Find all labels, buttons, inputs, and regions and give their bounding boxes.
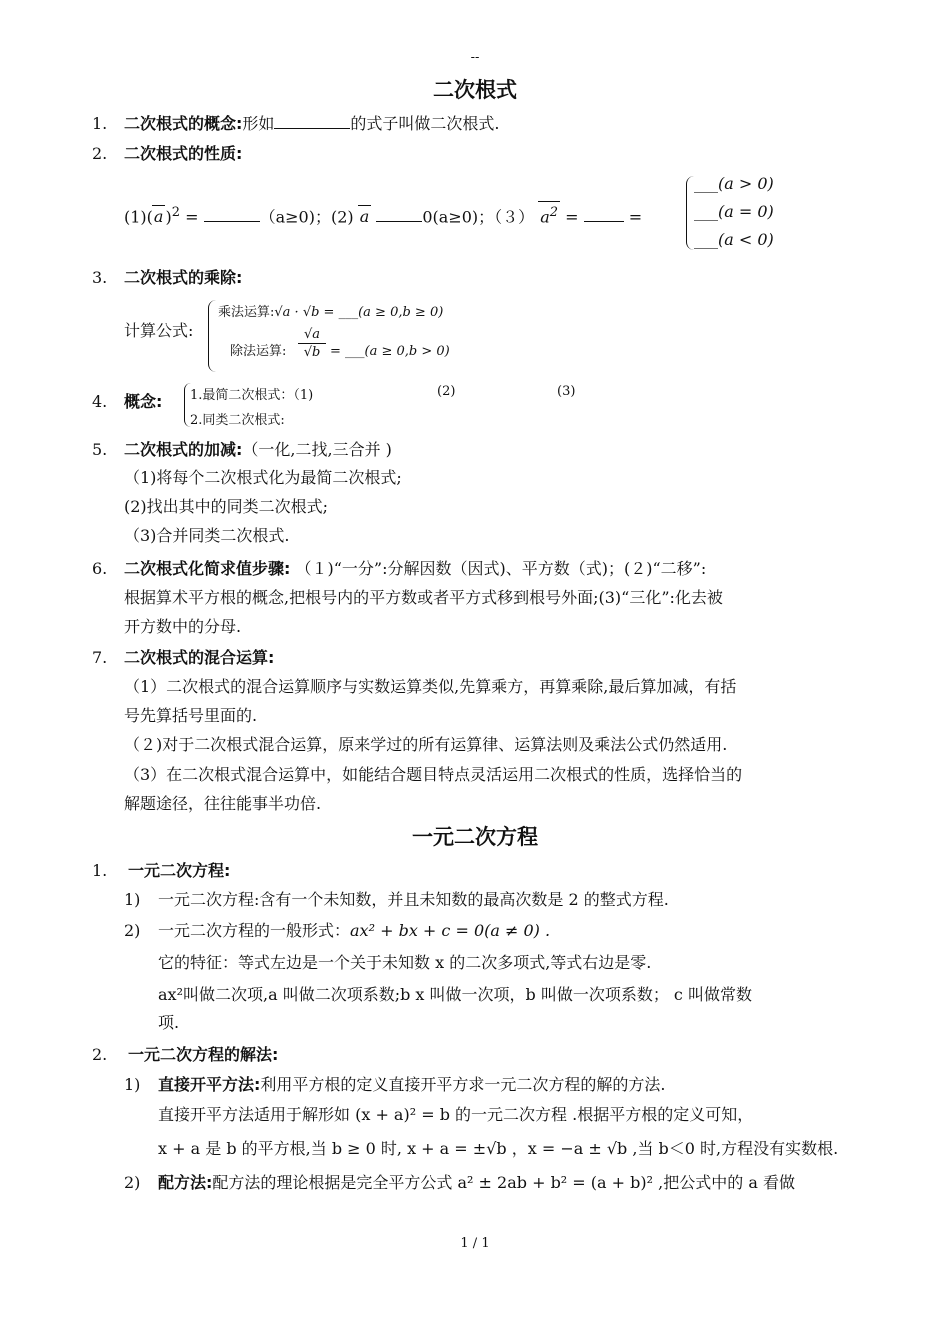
item-text: （一化,二找,三合并 ) xyxy=(242,440,392,459)
header-mark: -- xyxy=(470,50,480,65)
radical-a: a xyxy=(153,207,164,227)
item-number: 1. xyxy=(92,861,108,880)
concept-similar: 2.同类二次根式: xyxy=(190,413,285,428)
general-form-formula: ax² + bx + c = 0(a ≠ 0) . xyxy=(350,921,551,940)
concept-simplest: 1.最简二次根式：（1) xyxy=(190,388,314,403)
page-number: 1 / 1 xyxy=(460,1236,490,1251)
case-positive: ___(a > 0) xyxy=(694,174,774,193)
concept-blank-3: (3) xyxy=(557,384,576,399)
terms-text: ax²叫做二次项,a 叫做二次项系数;b x 叫做一次项，b 叫做一次项系数； c 叫做常数 xyxy=(158,985,752,1004)
definition-text: 一元二次方程:含有一个未知数，并且未知数的最高次数是 2 的整式方程. xyxy=(158,890,669,909)
formula-brace xyxy=(208,300,216,372)
method-direct xyxy=(158,1074,666,1096)
mixed-text: （1）二次根式的混合运算顺序与实数运算类似,先算乘方，再算乘除,最后算加减，有括 xyxy=(124,677,737,696)
item-number: 4. xyxy=(92,392,108,411)
case-negative: ___(a < 0) xyxy=(694,230,774,249)
item-text: （１)“一分”:分解因数（因式)、平方数（式)；(２)“二移”: xyxy=(295,559,707,578)
item-simplify xyxy=(124,558,706,580)
radical-a-squared: $a^2$ xyxy=(538,201,560,228)
rule-label: 除法运算: xyxy=(230,344,287,359)
multiplication-rule xyxy=(218,302,443,324)
case-zero: ___(a = 0) xyxy=(694,202,774,221)
method-label: 直接开平方法: xyxy=(158,1075,261,1094)
fill-blank xyxy=(376,207,422,222)
sub-number: 1) xyxy=(124,890,141,909)
method-complete-square xyxy=(158,1172,795,1194)
mixed-text: （２)对于二次根式混合运算，原来学过的所有运算律、运算法则及乘法公式仍然适用. xyxy=(124,735,728,754)
general-form xyxy=(158,920,550,942)
calc-formula-lead: 计算公式: xyxy=(124,321,194,340)
rule-formula: √a · √b = ___(a ≥ 0,b ≥ 0) xyxy=(274,305,444,320)
section-title-radicals: 二次根式 xyxy=(433,78,517,102)
method-text: x + a 是 b 的平方根,当 b ≥ 0 时, x + a = ±√b ，x = −a ± √b ,当 b＜0 时,方程没有实数根. xyxy=(158,1139,839,1158)
concept-blank-2: (2) xyxy=(437,384,456,399)
item-label: 二次根式的乘除: xyxy=(124,268,243,287)
method-label: 配方法: xyxy=(158,1173,213,1192)
add-sub-step: （3)合并同类二次根式. xyxy=(124,526,290,545)
fill-blank xyxy=(274,114,350,129)
rule-label: 乘法运算: xyxy=(218,305,275,320)
sub-number: 2) xyxy=(124,1173,141,1192)
mixed-text: 号先算括号里面的. xyxy=(124,706,258,725)
method-text: 配方法的理论根据是完全平方公式 a² ± 2ab + b² = (a + b)² ,把公式中的 a 看做 xyxy=(212,1173,795,1192)
item-number: 7. xyxy=(92,648,108,667)
division-fraction: √a √b xyxy=(298,326,326,361)
definition-text: 一元二次方程的一般形式： xyxy=(158,921,351,940)
item-add-sub xyxy=(124,439,392,461)
method-text: 利用平方根的定义直接开平方求一元二次方程的解的方法. xyxy=(260,1075,666,1094)
rule-formula: = ___(a ≥ 0,b > 0) xyxy=(330,344,450,359)
simplify-text: 开方数中的分母. xyxy=(124,617,242,636)
item-number: 1. xyxy=(92,114,108,133)
division-rule xyxy=(230,341,286,363)
item-text: 的式子叫做二次根式. xyxy=(350,114,500,133)
section-title-quadratic: 一元二次方程 xyxy=(412,825,538,849)
radical-a: a xyxy=(359,207,370,227)
item-number: 3. xyxy=(92,268,108,287)
property-condition: 0(a≥0)；（３） xyxy=(422,207,535,227)
item-text: 形如 xyxy=(242,114,275,133)
item-number: 6. xyxy=(92,559,108,578)
item-number: 2. xyxy=(92,144,108,163)
feature-text: 它的特征：等式左边是一个关于未知数 x 的二次多项式,等式右边是零. xyxy=(158,953,652,972)
item-label: 二次根式的概念: xyxy=(124,114,243,133)
fill-blank xyxy=(204,207,260,222)
sub-number: 2) xyxy=(124,921,141,940)
item-concept xyxy=(124,113,500,135)
item-label: 二次根式的混合运算: xyxy=(124,648,275,667)
add-sub-step: (2)找出其中的同类二次根式; xyxy=(124,497,329,516)
fill-blank xyxy=(584,207,624,222)
item-label: 二次根式的性质: xyxy=(124,144,243,163)
item-label: 一元二次方程的解法: xyxy=(128,1045,279,1064)
item-label: 二次根式化简求值步骤: xyxy=(124,559,291,578)
item-number: 2. xyxy=(92,1045,108,1064)
simplify-text: 根据算术平方根的概念,把根号内的平方数或者平方式移到根号外面;(3)“三化”:化去被 xyxy=(124,588,723,607)
item-number: 5. xyxy=(92,440,108,459)
property-formulas: (1)(a )$^2$ = （a≥0)；(2) a 0(a≥0)；（３） $a^2$ = = xyxy=(124,201,642,228)
add-sub-step: （1)将每个二次根式化为最简二次根式; xyxy=(124,468,402,487)
property-prefix: (1) xyxy=(124,207,147,227)
property-condition: （a≥0)；(2) xyxy=(259,207,354,227)
item-label: 一元二次方程: xyxy=(128,861,231,880)
item-label: 概念: xyxy=(124,392,163,411)
mixed-text: （3）在二次根式混合运算中，如能结合题目特点灵活运用二次根式的性质，选择恰当的 xyxy=(124,765,743,784)
terms-text: 项. xyxy=(158,1013,180,1032)
sub-number: 1) xyxy=(124,1075,141,1094)
mixed-text: 解题途径，往往能事半功倍. xyxy=(124,794,322,813)
method-text: 直接开平方法适用于解形如 (x + a)² = b 的一元二次方程 .根据平方根的定义可知， xyxy=(158,1105,754,1124)
item-label: 二次根式的加减: xyxy=(124,440,243,459)
